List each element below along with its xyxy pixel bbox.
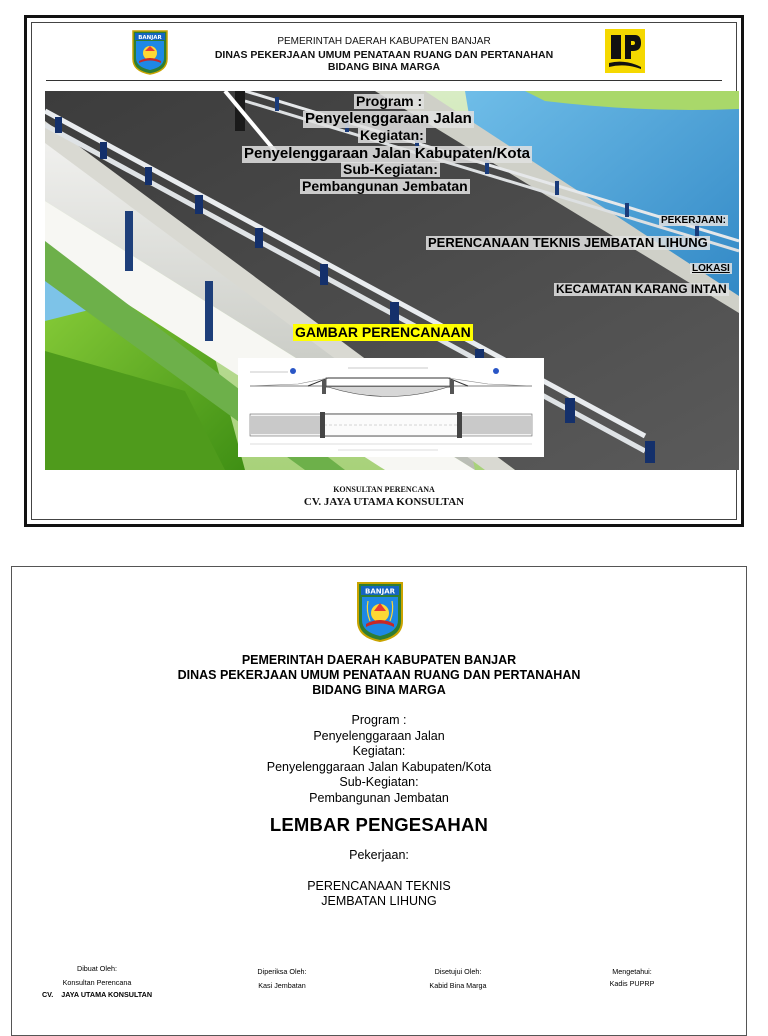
program-label: Program : xyxy=(356,93,423,109)
cover-footer xyxy=(32,485,736,509)
company-name: JAYA UTAMA KONSULTAN xyxy=(61,990,153,999)
approval-header xyxy=(12,653,746,698)
cover-sheet xyxy=(24,15,744,527)
pekerjaan-value-line2: JEMBATAN LIHUNG xyxy=(321,894,437,908)
page-title: LEMBAR PENGESAHAN xyxy=(269,814,489,835)
kegiatan-label: Kegiatan: xyxy=(360,127,424,143)
lokasi-value: KECAMATAN KARANG INTAN xyxy=(556,282,727,296)
signature-name xyxy=(32,989,162,1001)
bridge-drawing-thumbnail xyxy=(238,358,544,457)
banjar-logo-icon xyxy=(131,29,169,75)
signature-role: Konsultan Perencana xyxy=(62,978,132,987)
name-prefix: CV. xyxy=(41,990,54,999)
pu-logo-icon xyxy=(605,29,645,73)
signature-block-made-by xyxy=(32,963,162,1001)
signature-heading: Dibuat Oleh: xyxy=(77,964,117,973)
approval-header-line2: DINAS PEKERJAAN UMUM PENATAAN RUANG DAN PERTANAHAN xyxy=(177,668,581,682)
cover-header-line2: DINAS PEKERJAAN UMUM PENATAAN RUANG DAN PERTANAHAN xyxy=(214,48,554,61)
kegiatan-label: Kegiatan: xyxy=(352,744,406,758)
cover-header-line1: PEMERINTAH DAERAH KABUPATEN BANJAR xyxy=(277,36,491,47)
bridge-render-image xyxy=(45,91,739,470)
banjar-logo-icon xyxy=(356,581,404,643)
logo-text: BANJAR xyxy=(364,587,396,596)
program-label: Program : xyxy=(351,713,407,727)
lokasi-heading: LOKASI xyxy=(692,263,730,274)
cover-header-line3: BIDANG BINA MARGA xyxy=(327,61,441,73)
signature-block-approved-by xyxy=(388,966,528,992)
approval-header-line1: PEMERINTAH DAERAH KABUPATEN BANJAR xyxy=(241,653,517,667)
sub-kegiatan-value: Pembangunan Jembatan xyxy=(309,790,449,805)
logo-text: BANJAR xyxy=(138,35,162,41)
gambar-perencanaan-label: GAMBAR PERENCANAAN xyxy=(295,324,471,340)
pekerjaan-heading: PEKERJAAN: xyxy=(661,215,727,226)
approval-header-line3: BIDANG BINA MARGA xyxy=(312,683,446,697)
signature-heading: Diperiksa Oleh: xyxy=(257,967,307,976)
signature-block-acknowledged-by xyxy=(562,966,702,990)
sub-kegiatan-label: Sub-Kegiatan: xyxy=(339,775,419,789)
signature-role: Kadis PUPRP xyxy=(609,979,655,988)
pekerjaan-value xyxy=(12,879,746,909)
program-block xyxy=(12,713,746,806)
consultant-name: CV. JAYA UTAMA KONSULTAN xyxy=(303,496,465,508)
consultant-label: KONSULTAN PERENCANA xyxy=(333,485,435,494)
program-value: Penyelenggaraan Jalan xyxy=(313,728,445,743)
cover-header xyxy=(182,36,586,74)
kegiatan-value: Penyelenggaraan Jalan Kabupaten/Kota xyxy=(244,145,530,162)
approval-sheet xyxy=(11,566,747,1036)
header-divider xyxy=(46,80,722,81)
signature-heading: Mengetahui: xyxy=(612,967,652,976)
sub-kegiatan-value: Pembangunan Jembatan xyxy=(302,178,468,194)
cover-inner-frame xyxy=(31,22,737,520)
sub-kegiatan-label: Sub-Kegiatan: xyxy=(343,161,438,177)
program-value: Penyelenggaraan Jalan xyxy=(305,110,472,127)
pekerjaan-value: PERENCANAAN TEKNIS JEMBATAN LIHUNG xyxy=(428,235,708,250)
signature-heading: Disetujui Oleh: xyxy=(434,967,482,976)
signature-role: Kasi Jembatan xyxy=(258,981,306,990)
pekerjaan-value-line1: PERENCANAAN TEKNIS xyxy=(307,879,451,893)
pekerjaan-label: Pekerjaan: xyxy=(349,848,409,862)
signature-role: Kabid Bina Marga xyxy=(429,981,487,990)
signature-block-checked-by xyxy=(212,966,352,992)
kegiatan-value: Penyelenggaraan Jalan Kabupaten/Kota xyxy=(266,759,492,774)
